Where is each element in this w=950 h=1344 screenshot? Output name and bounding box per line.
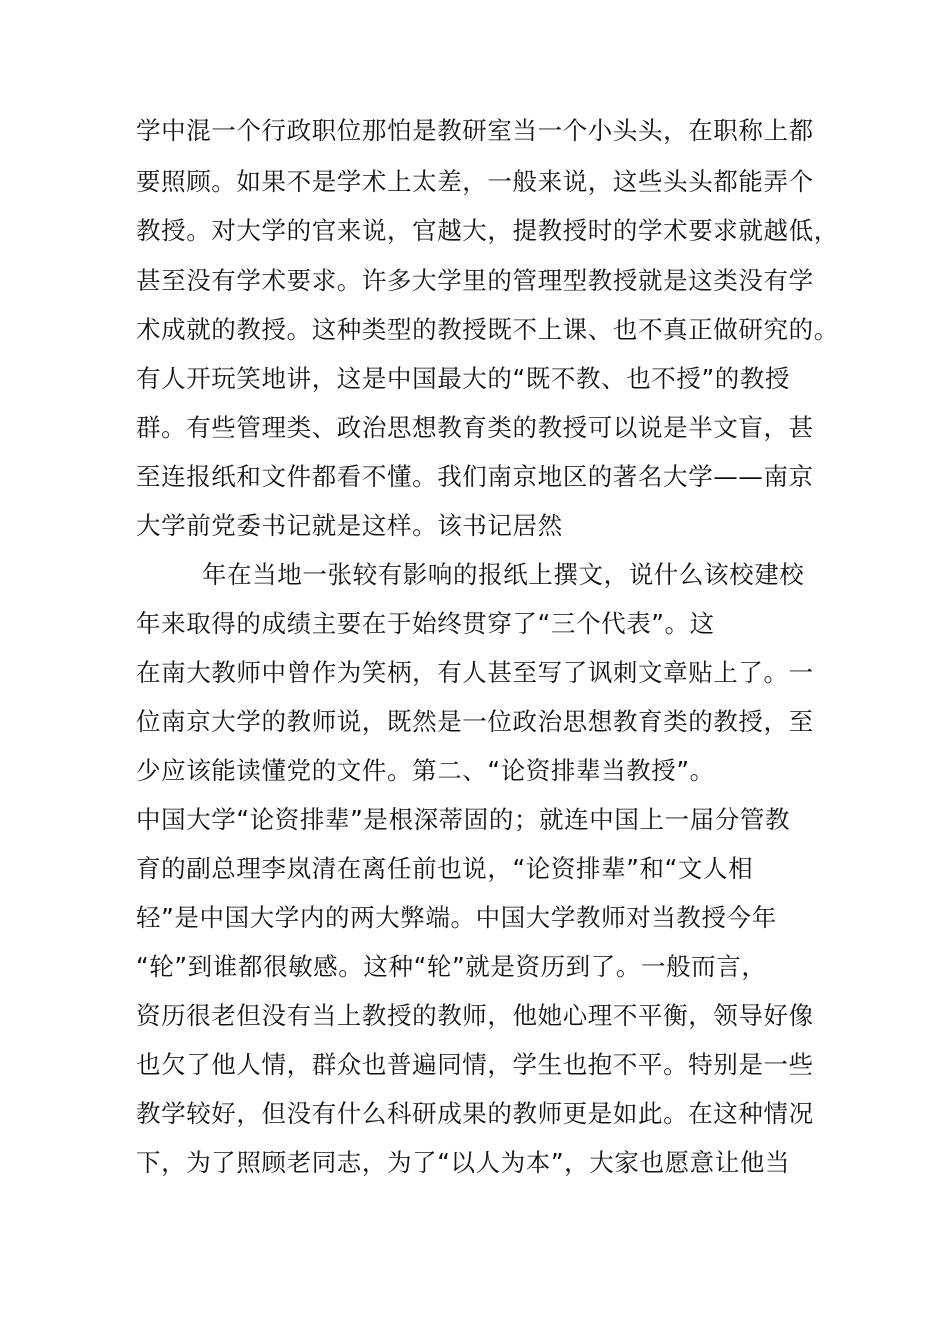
text-line: 在南大教师中曾作为笑柄，有人甚至写了讽刺文章贴上了。一 (136, 658, 814, 687)
text-line: 轻”是中国大学内的两大弊端。中国大学教师对当教授今年 (136, 903, 777, 932)
text-line: 群。有些管理类、政治思想教育类的教授可以说是半文盲，甚 (136, 413, 814, 442)
text-line: 资历很老但没有当上教授的教师，他她心理不平衡，领导好像 (136, 1001, 814, 1030)
text-line: “轮”到谁都很敏感。这种“轮”就是资历到了。一般而言， (136, 952, 767, 981)
text-line: 至连报纸和文件都看不懂。我们南京地区的著名大学——南京 (136, 462, 814, 491)
text-line: 下，为了照顾老同志，为了“以人为本”，大家也愿意让他当 (136, 1148, 791, 1177)
text-line: 教学较好，但没有什么科研成果的教师更是如此。在这种情况 (136, 1099, 814, 1128)
text-line: 有人开玩笑地讲，这是中国最大的“既不教、也不授”的教授 (136, 364, 791, 393)
text-line: 年在当地一张较有影响的报纸上撰文，说什么该校建校 (202, 560, 805, 589)
text-line: 学中混一个行政职位那怕是教研室当一个小头头，在职称上都 (136, 116, 814, 145)
text-line: 要照顾。如果不是学术上太差，一般来说，这些头头都能弄个 (136, 167, 814, 196)
text-line: 少应该能读懂党的文件。第二、“论资排辈当教授”。 (136, 756, 715, 785)
text-line: 术成就的教授。这种类型的教授既不上课、也不真正做研究的。 (136, 315, 839, 344)
text-line: 也欠了他人情，群众也普遍同情，学生也抱不平。特别是一些 (136, 1050, 814, 1079)
text-line: 年来取得的成绩主要在于始终贯穿了“三个代表”。这 (136, 609, 715, 638)
text-line: 教授。对大学的官来说，官越大，提教授时的学术要求就越低， (136, 216, 839, 245)
text-line: 育的副总理李岚清在离任前也说，“论资排辈”和“文人相 (136, 854, 754, 883)
text-line: 甚至没有学术要求。许多大学里的管理型教授就是这类没有学 (136, 266, 814, 295)
text-line: 大学前党委书记就是这样。该书记居然 (136, 511, 563, 540)
text-line: 位南京大学的教师说，既然是一位政治思想教育类的教授，至 (136, 707, 814, 736)
text-line: 中国大学“论资排辈”是根深蒂固的；就连中国上一届分管教 (136, 805, 791, 834)
